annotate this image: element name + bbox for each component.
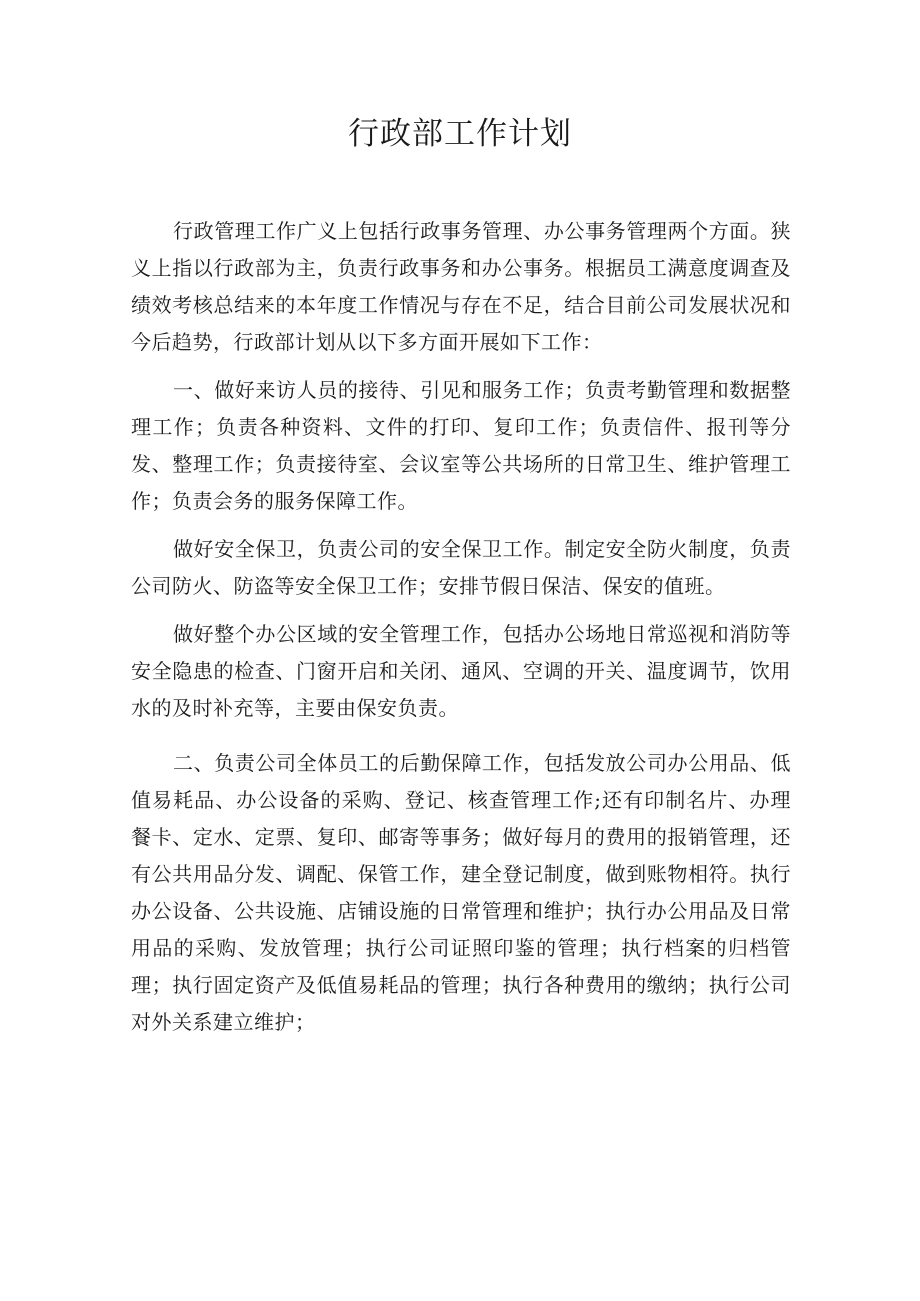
document-body (131, 213, 791, 1052)
paragraph-section-two: 二、负责公司全体员工的后勤保障工作，包括发放公司办公用品、低值易耗品、办公设备的采购、登记、核查管理工作;还有印制名片、办理餐卡、定水、定票、复印、邮寄等事务；做好每月的费用的报销管理，还有公共用品分发、调配、保管工作，建全登记制度，做到账物相符。执行办公设备、公共设施、店铺设施的日常管理和维护；执行办公用品及日常用品的采购、发放管理；执行公司证照印鉴的管理；执行档案的归档管理；执行固定资产及低值易耗品的管理；执行各种费用的缴纳；执行公司对外关系建立维护； (131, 751, 791, 1034)
paragraph-intro: 行政管理工作广义上包括行政事务管理、办公事务管理两个方面。狭义上指以行政部为主，负责行政事务和办公事务。根据员工满意度调查及绩效考核总结来的本年度工作情况与存在不足，结合目前公司发展状况和今后趋势，行政部计划从以下多方面开展如下工作： (131, 219, 791, 354)
paragraph-office-safety: 做好整个办公区域的安全管理工作，包括办公场地日常巡视和消防等安全隐患的检查、门窗开启和关闭、通风、空调的开关、温度调节，饮用水的及时补充等，主要由保安负责。 (131, 622, 791, 720)
document-title: 行政部工作计划 (348, 116, 572, 152)
paragraph-section-one: 一、做好来访人员的接待、引见和服务工作；负责考勤管理和数据整理工作；负责各种资料、文件的打印、复印工作；负责信件、报刊等分发、整理工作；负责接待室、会议室等公共场所的日常卫生、维护管理工作；负责会务的服务保障工作。 (131, 378, 791, 513)
paragraph-security: 做好安全保卫，负责公司的安全保卫工作。制定安全防火制度，负责公司防火、防盗等安全保卫工作；安排节假日保洁、保安的值班。 (131, 537, 791, 598)
